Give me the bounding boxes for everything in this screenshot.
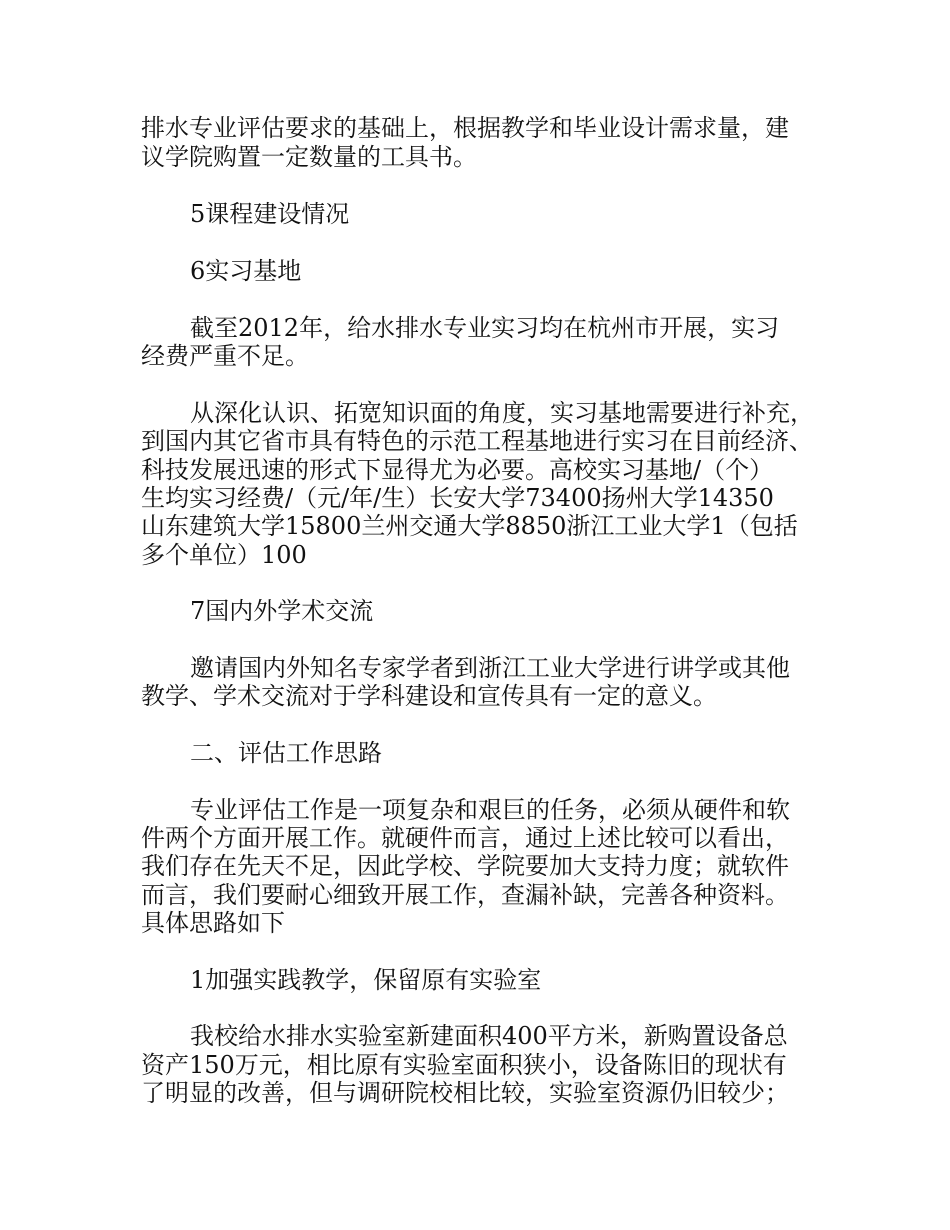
paragraph-9-line-2: 件两个方面开展工作。就硬件而言，通过上述比较可以看出， — [141, 824, 789, 852]
paragraph-7-line-2: 教学、学术交流对于学科建设和宣传具有一定的意义。 — [141, 682, 717, 710]
paragraph-9-line-4: 而言，我们要耐心细致开展工作，查漏补缺，完善各种资料。 — [141, 881, 789, 909]
paragraph-5-line-3: 科技发展迅速的形式下显得尤为必要。高校实习基地/（个） — [141, 456, 774, 484]
subsection-heading-1: 1加强实践教学，保留原有实验室 — [190, 966, 542, 994]
paragraph-4-line-2: 经费严重不足。 — [141, 342, 309, 370]
paragraph-5-line-4: 生均实习经费/（元/年/生）长安大学73400扬州大学14350 — [141, 484, 774, 512]
section-heading-5: 5课程建设情况 — [190, 200, 350, 228]
paragraph-1-line-2: 议学院购置一定数量的工具书。 — [141, 143, 477, 171]
paragraph-7-line-1: 邀请国内外知名专家学者到浙江工业大学进行讲学或其他 — [190, 654, 790, 682]
paragraph-11-line-3: 了明显的改善，但与调研院校相比较，实验室资源仍旧较少； — [141, 1079, 789, 1107]
section-heading-6: 6实习基地 — [190, 257, 302, 285]
paragraph-4-line-1: 截至2012年，给水排水专业实习均在杭州市开展，实习 — [190, 314, 780, 342]
paragraph-5-line-2: 到国内其它省市具有特色的示范工程基地进行实习在目前经济、 — [141, 427, 813, 455]
paragraph-5-line-5: 山东建筑大学15800兰州交通大学8850浙江工业大学1（包括 — [141, 512, 798, 540]
paragraph-11-line-2: 资产150万元，相比原有实验室面积狭小，设备陈旧的现状有 — [141, 1051, 787, 1079]
paragraph-9-line-3: 我们存在先天不足，因此学校、学院要加大支持力度；就软件 — [141, 852, 789, 880]
paragraph-1-line-1: 排水专业评估要求的基础上，根据教学和毕业设计需求量，建 — [141, 114, 789, 142]
paragraph-9-line-1: 专业评估工作是一项复杂和艰巨的任务，必须从硬件和软 — [190, 796, 790, 824]
paragraph-9-line-5: 具体思路如下 — [141, 909, 285, 937]
paragraph-11-line-1: 我校给水排水实验室新建面积400平方米，新购置设备总 — [190, 1022, 788, 1050]
paragraph-5-line-1: 从深化认识、拓宽知识面的角度，实习基地需要进行补充， — [190, 399, 814, 427]
section-heading-7: 7国内外学术交流 — [190, 597, 374, 625]
section-heading-2: 二、评估工作思路 — [190, 739, 382, 767]
paragraph-5-line-6: 多个单位）100 — [141, 541, 307, 569]
